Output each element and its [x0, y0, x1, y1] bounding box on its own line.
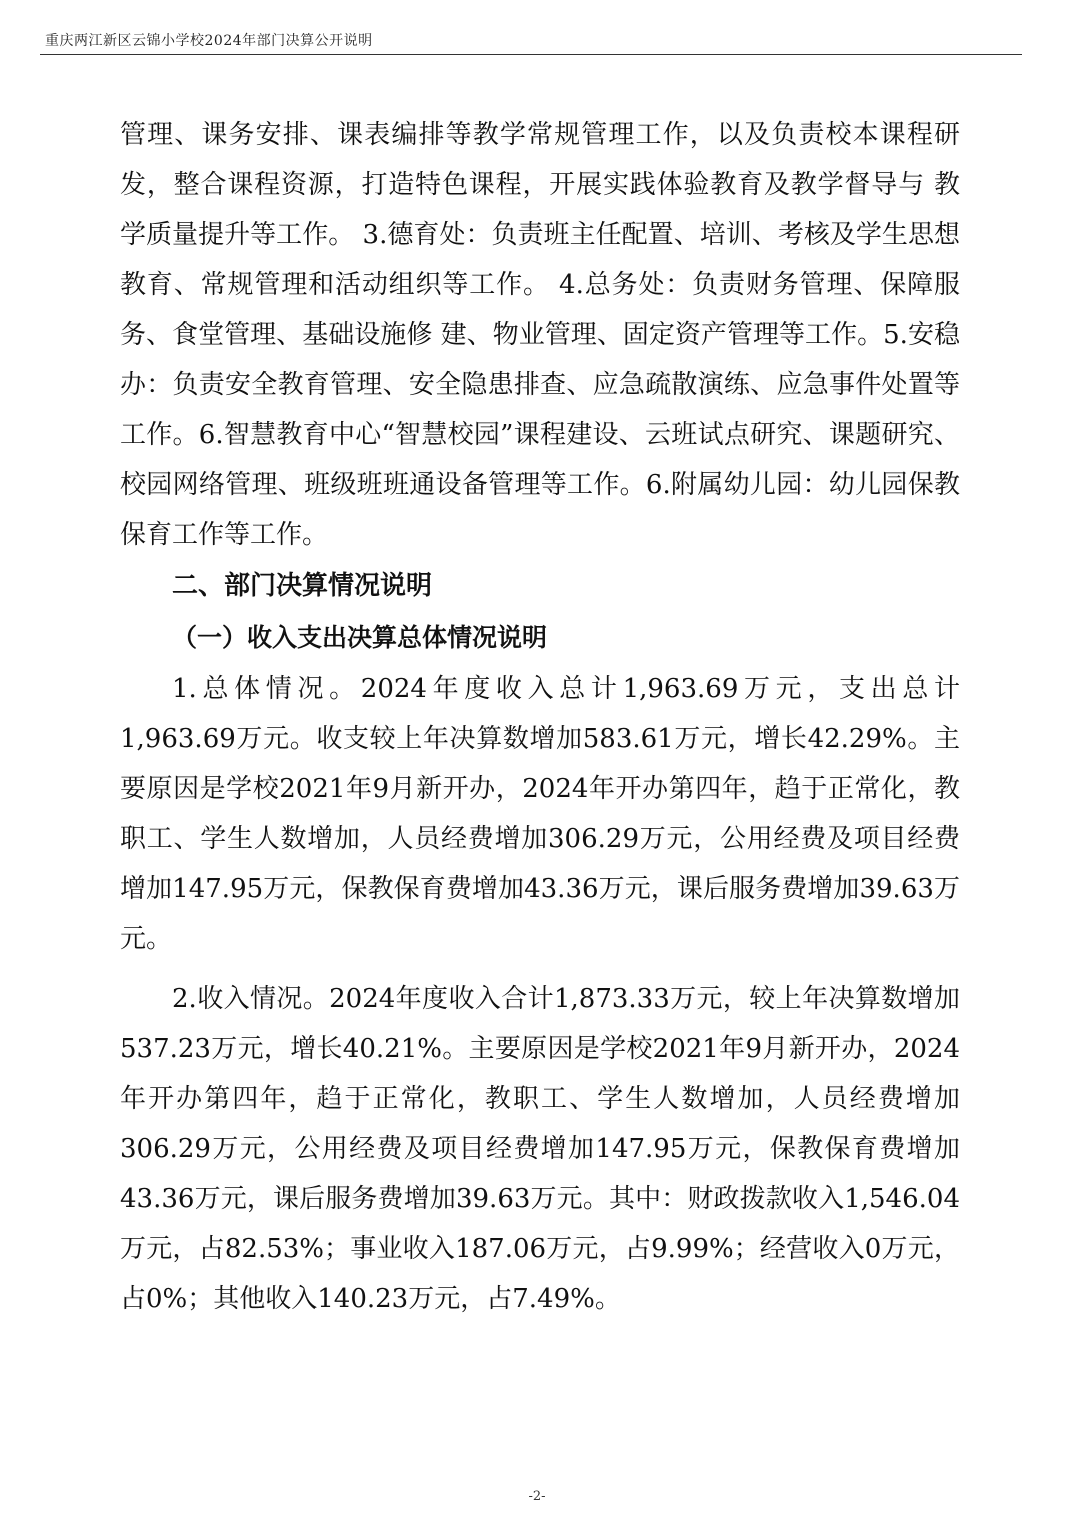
paragraph-department-duties: 管理、课务安排、课表编排等教学常规管理工作，以及负责校本课程研发，整合课程资源，打造特色课程，开展实践体验教育及教学督导与 教学质量提升等工作。 3.德育处：负责班主任配置、培训、考核及学生思想 教育、常规管理和活动组织等工作。 4.总务处：负责财务管理、保障服务、食堂管理、基础设施修 建、物业管理、固定资产管理等工作。5.安稳办：负责安全教育管理、安全隐患排查、应急疏散演练、应急事件处置等工作。6.智慧教育中心“智慧校园”课程建设、云班试点研究、课题研究、校园网络管理、班级班班通设备管理等工作。6.附属幼儿园：幼儿园保教保育工作等工作。 [120, 120, 960, 550]
subsection-heading: （一）收入支出决算总体情况说明 [172, 623, 548, 652]
header-divider [40, 54, 1022, 55]
paragraph-income-situation: 2.收入情况。2024年度收入合计1,873.33万元，较上年决算数增加537.23万元，增长40.21%。主要原因是学校2021年9月新开办，2024年开办第四年，趋于正常化，教职工、学生人数增加，人员经费增加306.29万元，公用经费及项目经费增加147.95万元，保教保育费增加43.36万元，课后服务费增加39.63万元。其中：财政拨款收入1,546.04万元，占82.53%；事业收入187.06万元，占9.99%；经营收入0万元，占0%；其他收入140.23万元，占7.49%。 [120, 984, 960, 1314]
paragraph-overall-situation: 1.总体情况。2024年度收入总计1,963.69万元，支出总计1,963.69万元。收支较上年决算数增加583.61万元，增长42.29%。主要原因是学校2021年9月新开办，2024年开办第四年，趋于正常化，教职工、学生人数增加，人员经费增加306.29万元，公用经费及项目经费增加147.95万元，保教保育费增加43.36万元，课后服务费增加39.63万元。 [120, 674, 960, 954]
document-body [120, 110, 960, 1324]
running-header-title: 重庆两江新区云锦小学校2024年部门决算公开说明 [45, 33, 373, 49]
section-heading: 二、部门决算情况说明 [172, 571, 433, 601]
page-number: -2- [528, 1489, 546, 1504]
